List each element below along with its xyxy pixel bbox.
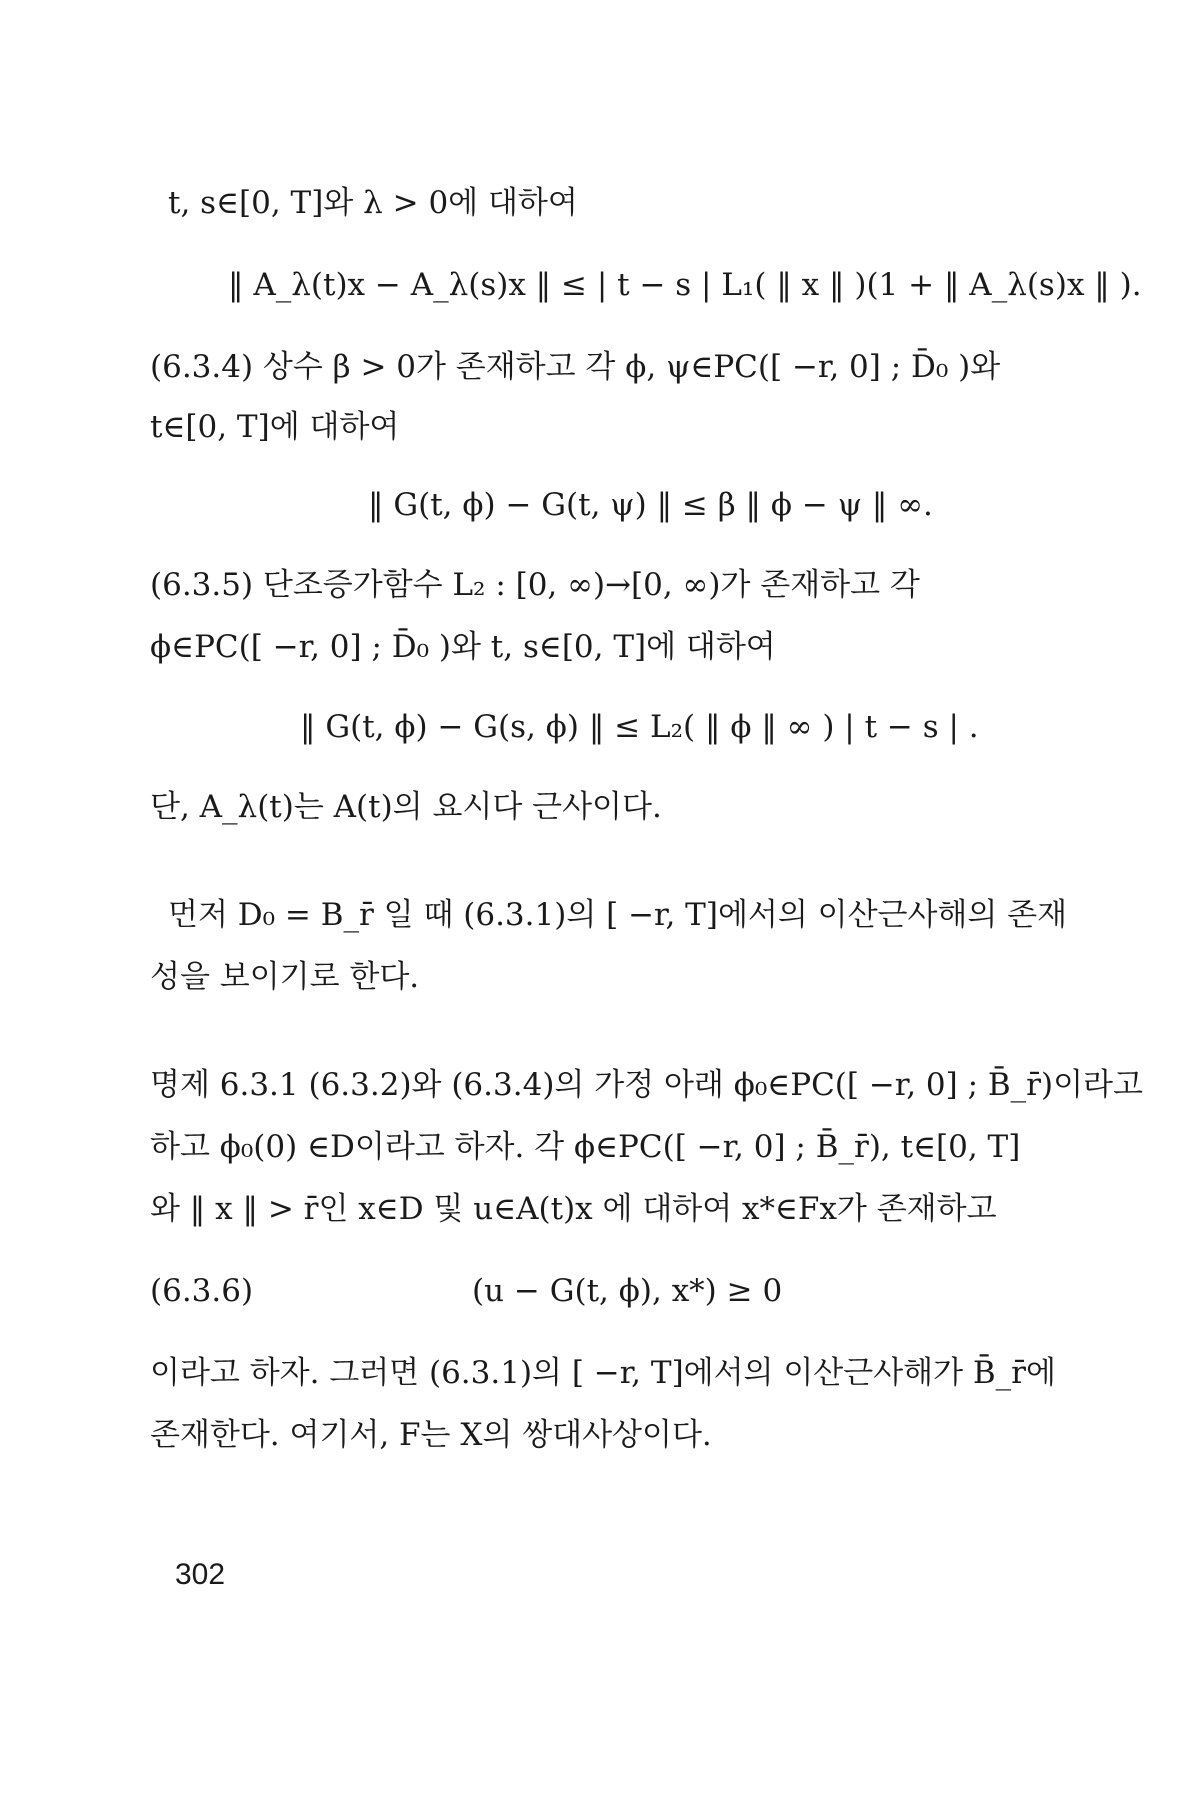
equation-number: (6.3.6) bbox=[150, 1273, 254, 1309]
paragraph-line: 존재한다. 여기서, F는 X의 쌍대사상이다. bbox=[150, 1417, 712, 1453]
paragraph-line: 이라고 하자. 그러면 (6.3.1)의 [ −r, T]에서의 이산근사해가 B̄_r̄에 bbox=[150, 1355, 1056, 1391]
equation: ‖ G(t, ϕ) − G(t, ψ) ‖ ≤ β ‖ ϕ − ψ ‖ ∞. bbox=[368, 487, 933, 523]
paragraph-line: 와 ‖ x ‖ > r̄인 x∈D 및 u∈A(t)x 에 대하여 x*∈Fx가 존재하고 bbox=[150, 1191, 997, 1227]
paragraph-line: 하고 ϕ₀(0) ∈D이라고 하자. 각 ϕ∈PC([ −r, 0] ; B̄_r̄), t∈[0, T] bbox=[150, 1129, 1021, 1165]
text-line: t, s∈[0, T]와 λ > 0에 대하여 bbox=[168, 185, 578, 221]
paragraph-line: 먼저 D₀ = B_r̄ 일 때 (6.3.1)의 [ −r, T]에서의 이산근사해의 존재 bbox=[168, 897, 1068, 933]
equation: ‖ A_λ(t)x − A_λ(s)x ‖ ≤ | t − s | L₁( ‖ x ‖ )(1 + ‖ A_λ(s)x ‖ ). bbox=[228, 267, 1142, 303]
equation: ‖ G(t, ϕ) − G(s, ϕ) ‖ ≤ L₂( ‖ ϕ ‖ ∞ ) | t − s | . bbox=[300, 709, 979, 745]
condition-6-3-4: (6.3.4) 상수 β > 0가 존재하고 각 ϕ, ψ∈PC([ −r, 0] ; D̄₀ )와 bbox=[150, 349, 1001, 385]
text-line: 단, A_λ(t)는 A(t)의 요시다 근사이다. bbox=[150, 789, 662, 825]
text-line: t∈[0, T]에 대하여 bbox=[150, 409, 400, 445]
text-line: ϕ∈PC([ −r, 0] ; D̄₀ )와 t, s∈[0, T]에 대하여 bbox=[150, 629, 776, 665]
condition-6-3-5: (6.3.5) 단조증가함수 L₂ : [0, ∞)→[0, ∞)가 존재하고 각 bbox=[150, 567, 920, 603]
equation: (u − G(t, ϕ), x*) ≥ 0 bbox=[472, 1273, 783, 1309]
paragraph-line: 성을 보이기로 한다. bbox=[150, 959, 420, 995]
page-number: 302 bbox=[175, 1558, 226, 1591]
proposition-6-3-1: 명제 6.3.1 (6.3.2)와 (6.3.4)의 가정 아래 ϕ₀∈PC([ −r, 0] ; B̄_r̄)이라고 bbox=[150, 1067, 1143, 1103]
